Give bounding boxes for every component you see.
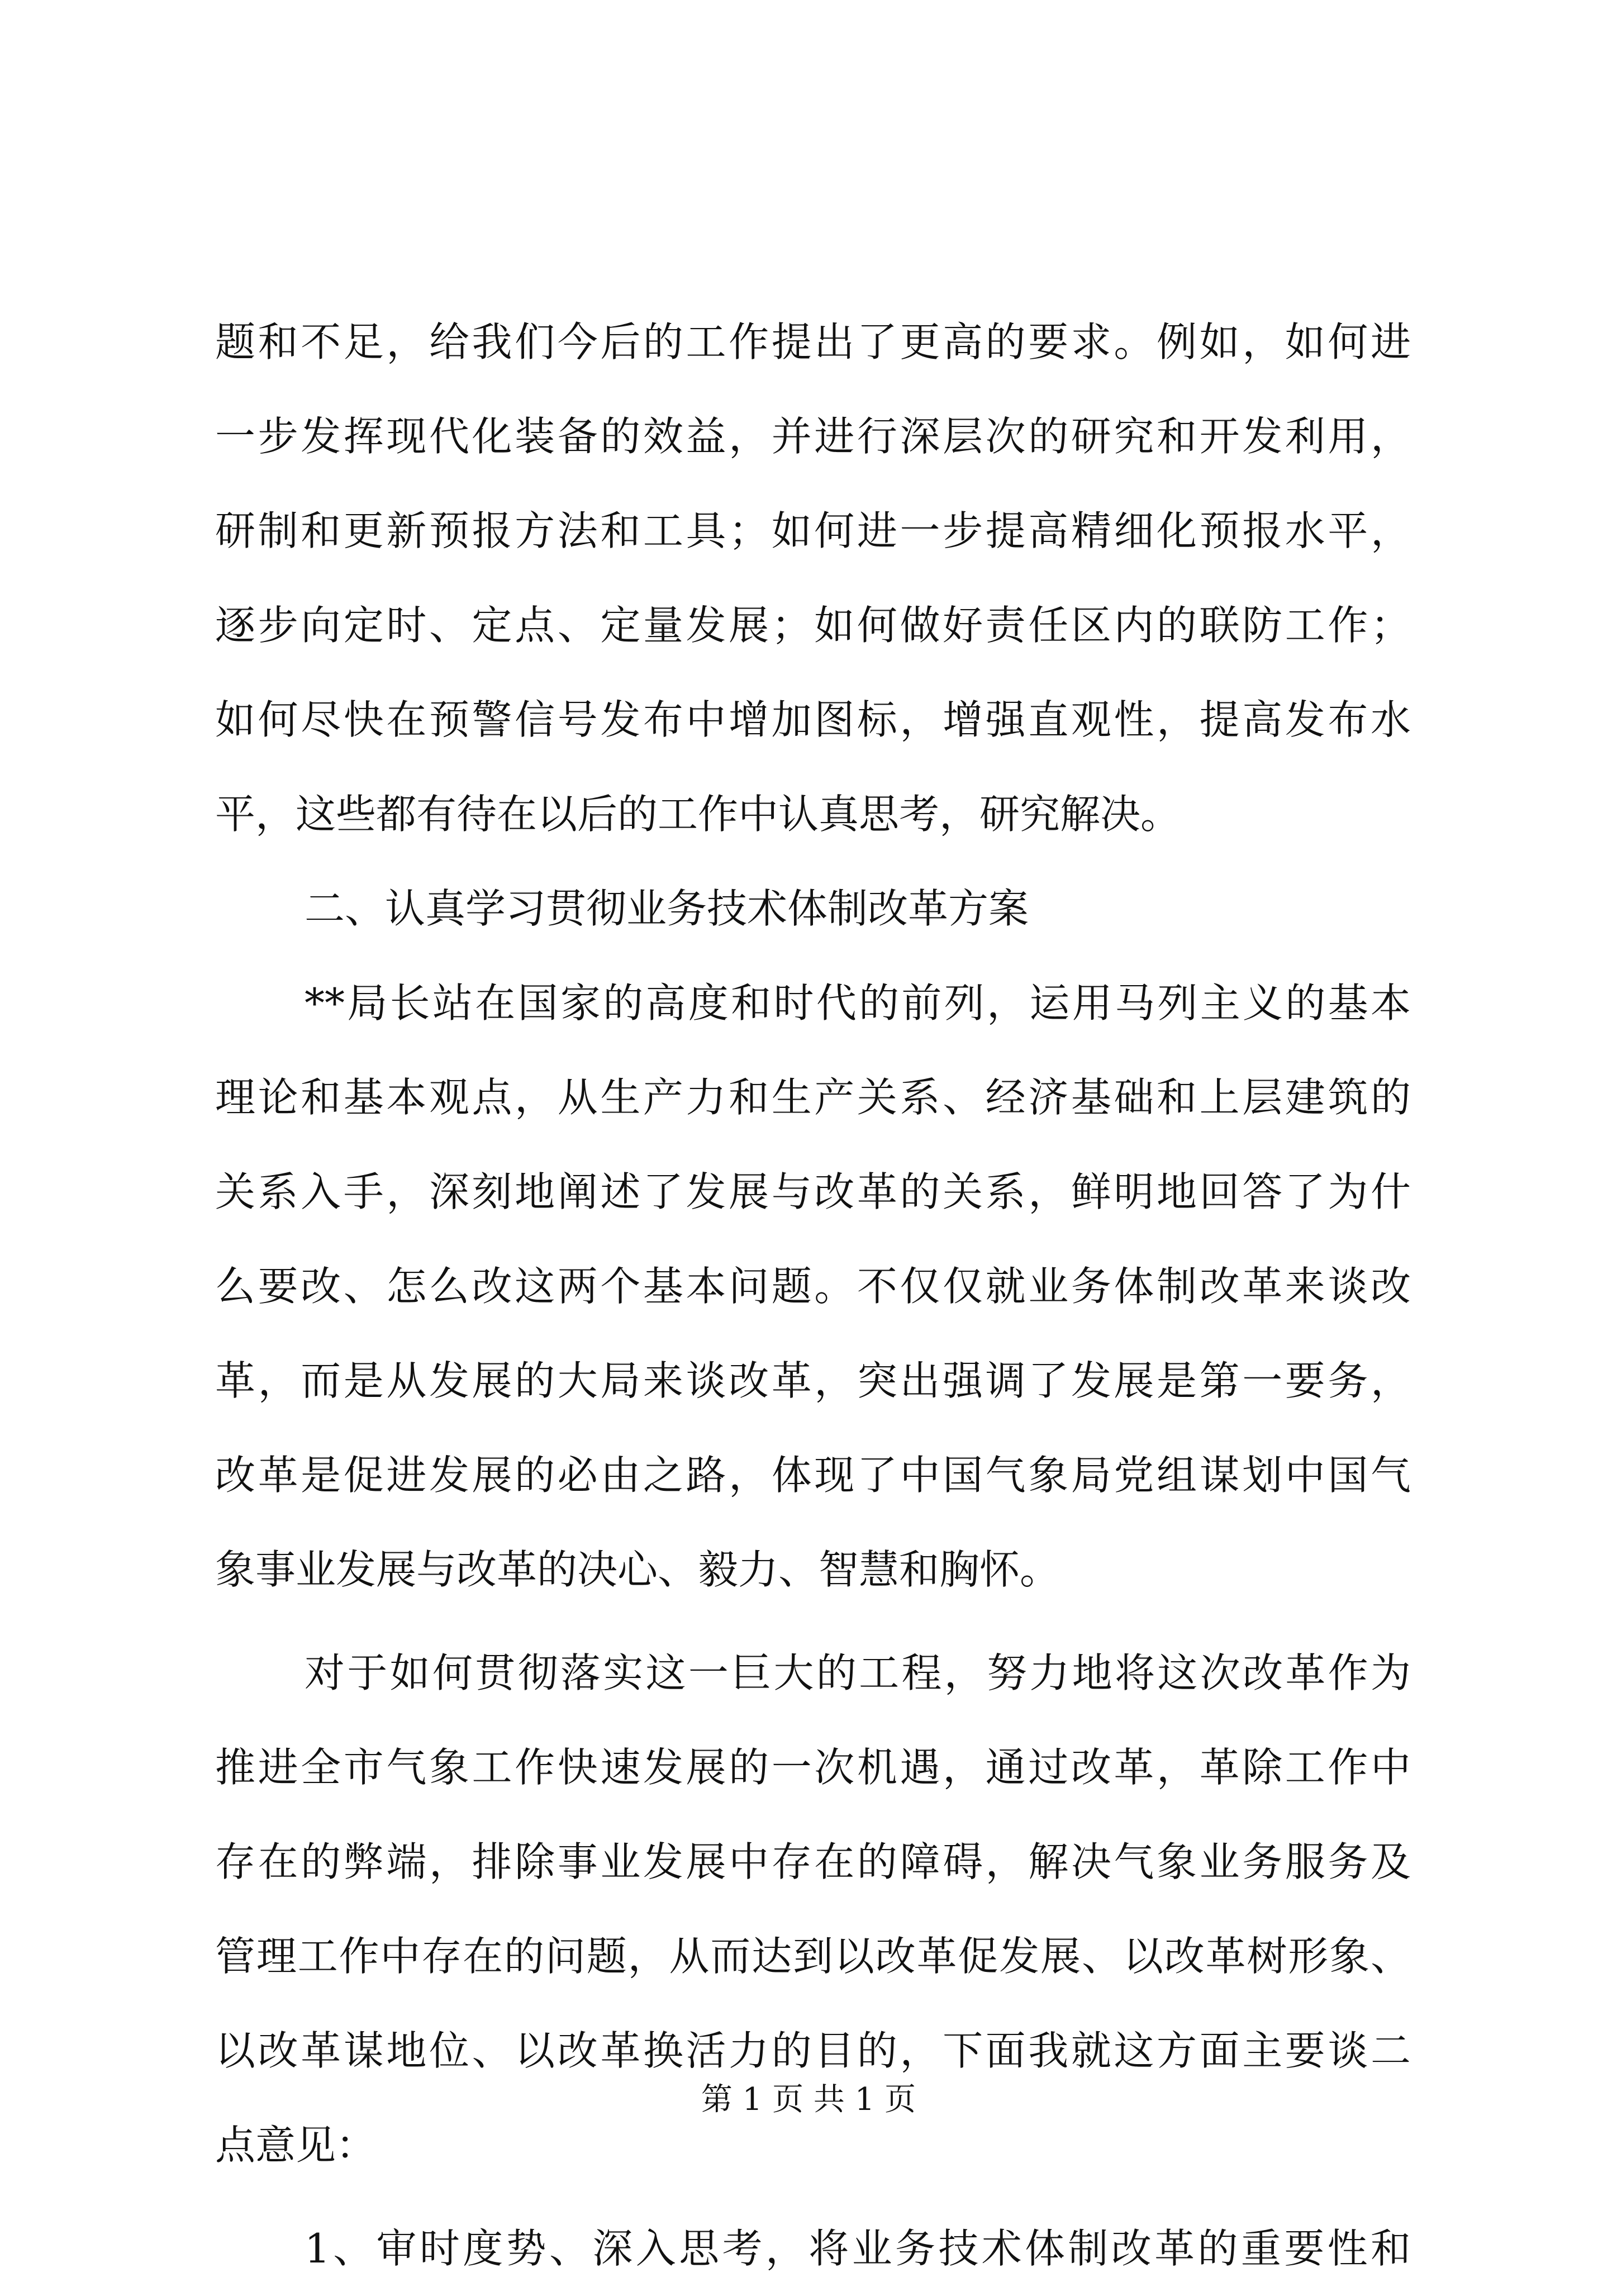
- text-line: 对于如何贯彻落实这一巨大的工程，努力地将这次改革作为: [305, 1649, 1411, 1696]
- text-line: 点意见：: [215, 2122, 377, 2169]
- body-text: [215, 295, 1411, 2296]
- text-line: 如何尽快在预警信号发布中增加图标，增强直观性，提高发布水: [215, 696, 1411, 743]
- text-line: 逐步向定时、定点、定量发展；如何做好责任区内的联防工作；: [215, 602, 1411, 649]
- text-line: 么要改、怎么改这两个基本问题。不仅仅就业务体制改革来谈改: [215, 1263, 1411, 1310]
- text-line: 改革是促进发展的必由之路，体现了中国气象局党组谋划中国气: [215, 1452, 1411, 1499]
- text-line: **局长站在国家的高度和时代的前列，运用马列主义的基本: [305, 980, 1411, 1026]
- text-line: 一步发挥现代化装备的效益，并进行深层次的研究和开发利用，: [215, 413, 1411, 460]
- text-line: 题和不足，给我们今后的工作提出了更高的要求。例如，如何进: [215, 319, 1411, 365]
- text-line: 推进全市气象工作快速发展的一次机遇，通过改革，革除工作中: [215, 1744, 1411, 1791]
- text-line: 存在的弊端，排除事业发展中存在的障碍，解决气象业务服务及: [215, 1838, 1411, 1885]
- text-line: 管理工作中存在的问题，从而达到以改革促发展、以改革树形象、: [215, 1933, 1411, 1980]
- text-line: 革，而是从发展的大局来谈改革，突出强调了发展是第一要务，: [215, 1357, 1411, 1404]
- text-line: 研制和更新预报方法和工具；如何进一步提高精细化预报水平，: [215, 507, 1411, 554]
- text-line: 理论和基本观点，从生产力和生产关系、经济基础和上层建筑的: [215, 1074, 1411, 1121]
- text-line: 以改革谋地位、以改革换活力的目的，下面我就这方面主要谈二: [215, 2027, 1411, 2074]
- section-heading: 二、认真学习贯彻业务技术体制改革方案: [305, 885, 1029, 932]
- text-line: 关系入手，深刻地阐述了发展与改革的关系，鲜明地回答了为什: [215, 1168, 1411, 1215]
- text-line: 平，这些都有待在以后的工作中认真思考，研究解决。: [215, 791, 1181, 838]
- page-footer: 第 1 页 共 1 页: [701, 2081, 916, 2118]
- text-line: 象事业发展与改革的决心、毅力、智慧和胸怀。: [215, 1546, 1060, 1593]
- list-item: 1、审时度势、深入思考，将业务技术体制改革的重要性和: [305, 2225, 1411, 2272]
